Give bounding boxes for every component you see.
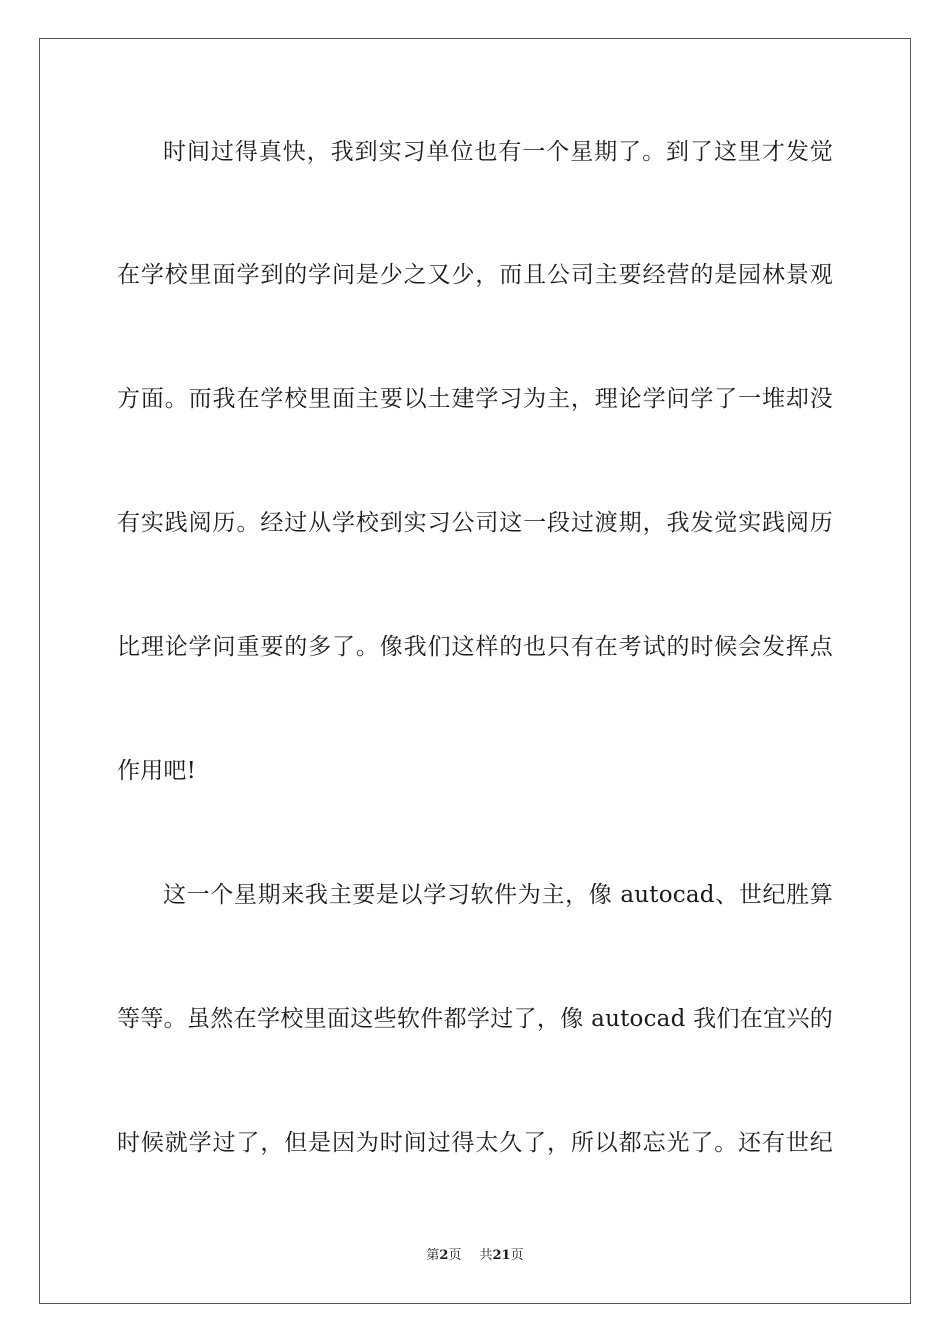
page-border	[39, 38, 911, 1304]
footer-total-prefix: 共	[479, 1248, 493, 1263]
footer-page-suffix: 页	[448, 1248, 462, 1263]
footer-page-prefix: 第	[426, 1248, 440, 1263]
footer-total-suffix: 页	[510, 1248, 524, 1263]
paragraph-1-line-1: 时间过得真快，我到实习单位也有一个星期了。到了这里才发觉	[163, 139, 833, 165]
paragraph-1-line-5: 比理论学问重要的多了。像我们这样的也只有在考试的时候会发挥点	[117, 634, 833, 660]
paragraph-2-line-2: 等等。虽然在学校里面这些软件都学过了，像 autocad 我们在宜兴的	[117, 1006, 833, 1032]
footer-total-pages: 21	[492, 1248, 511, 1263]
paragraph-1-line-3: 方面。而我在学校里面主要以土建学习为主，理论学问学了一堆却没	[117, 386, 833, 412]
page-footer	[0, 1247, 950, 1265]
paragraph-2-line-1: 这一个星期来我主要是以学习软件为主，像 autocad、世纪胜算	[163, 882, 833, 908]
paragraph-1-line-2: 在学校里面学到的学问是少之又少，而且公司主要经营的是园林景观	[117, 262, 833, 288]
paragraph-2-line-3: 时候就学过了，但是因为时间过得太久了，所以都忘光了。还有世纪	[117, 1130, 833, 1156]
paragraph-1-line-6: 作用吧!	[117, 758, 197, 784]
footer-page-number: 2	[439, 1248, 449, 1263]
paragraph-1-line-4: 有实践阅历。经过从学校到实习公司这一段过渡期，我发觉实践阅历	[117, 510, 833, 536]
